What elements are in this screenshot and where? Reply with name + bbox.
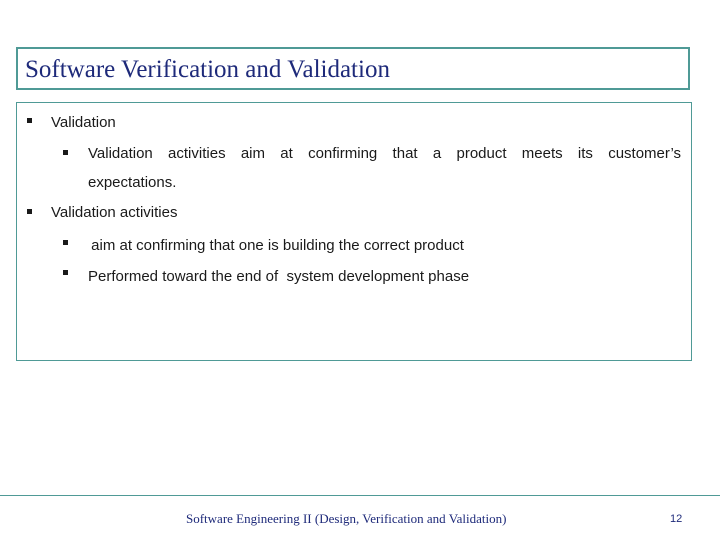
sub-bullet-marker [63,150,68,155]
slide-title: Software Verification and Validation [25,56,390,83]
page-number: 12 [670,513,683,525]
footer-divider [0,495,720,496]
title-box [16,47,690,90]
content-box [16,102,692,361]
bullet-marker [27,209,32,214]
validation-description-line1: Validation activities aim at confirming that a product meets its customer’s [88,145,681,162]
bullet-validation-label: Validation [51,114,116,131]
bullet-validation-activities-label: Validation activities [51,204,178,221]
footer-course-title: Software Engineering II (Design, Verification and Validation) [186,511,507,526]
sub-bullet-marker [63,270,68,275]
activity-item-correct-product: aim at confirming that one is building the correct product [87,237,464,254]
activity-item-end-phase: Performed toward the end of system development phase [88,268,470,285]
validation-description-line2: expectations. [88,174,177,191]
sub-bullet-marker [63,240,68,245]
bullet-marker [27,118,32,123]
